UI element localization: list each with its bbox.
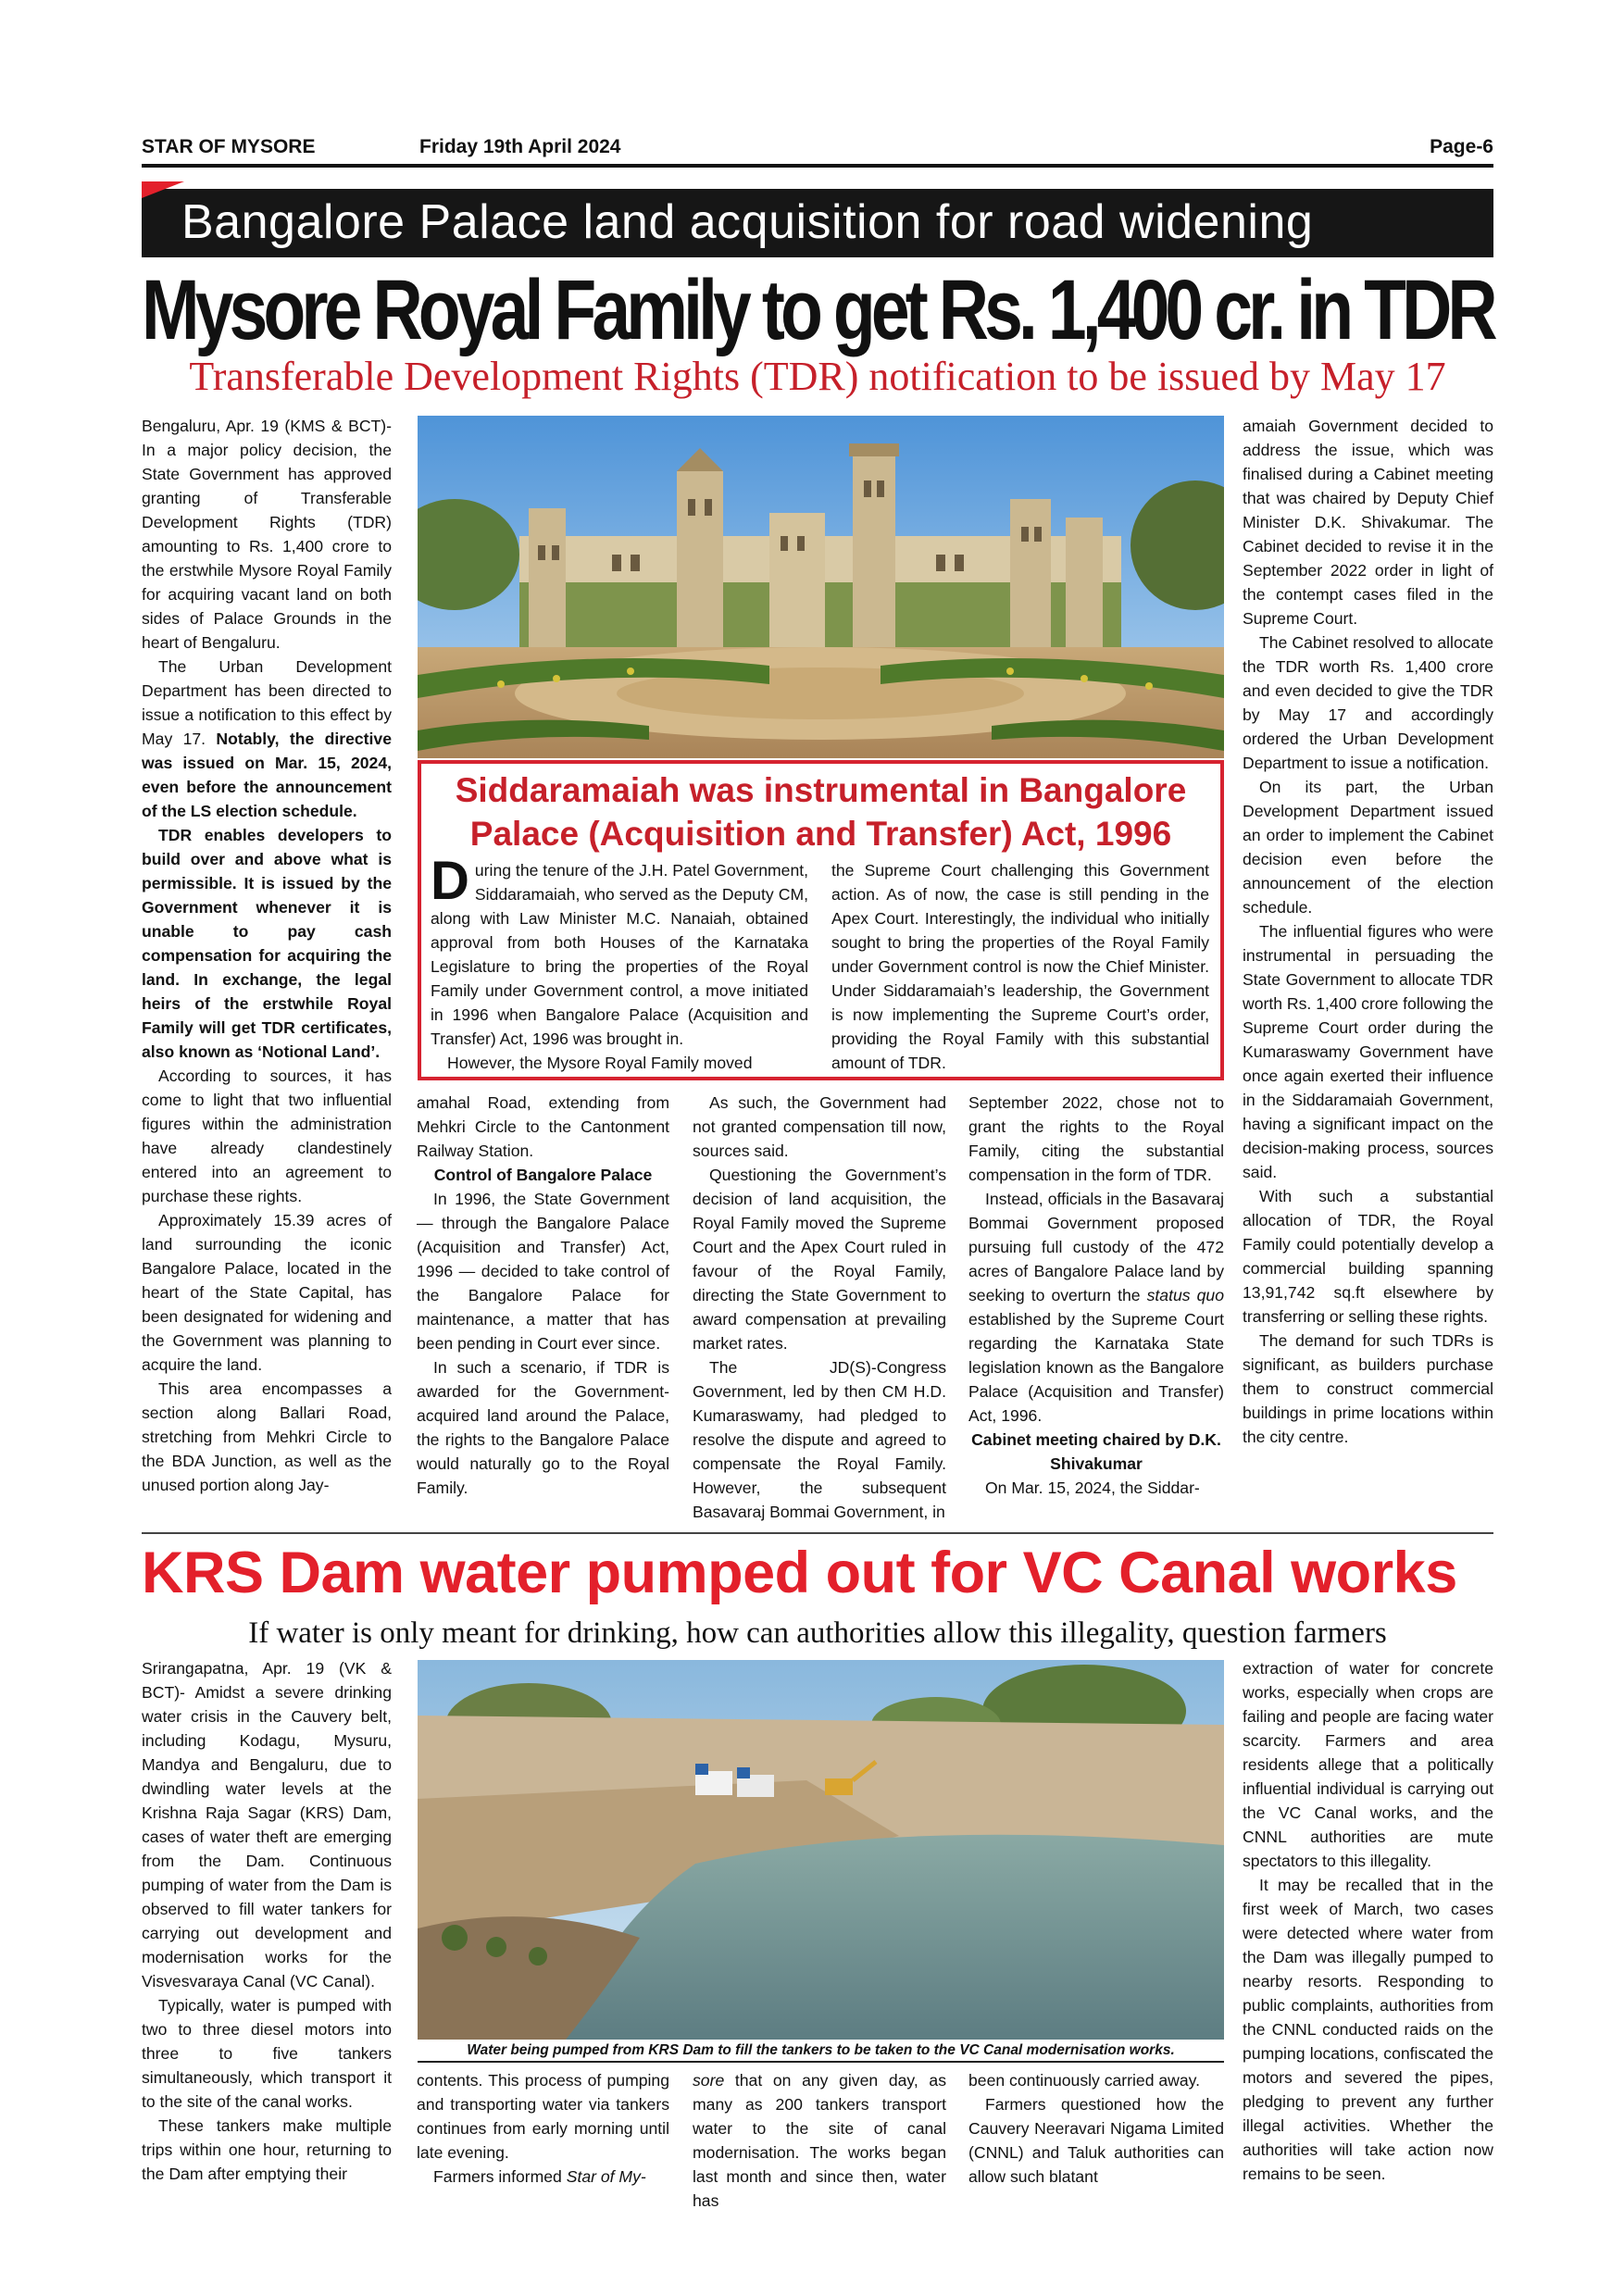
headline-main: Mysore Royal Family to get Rs. 1,400 cr. in TDR <box>142 263 1493 357</box>
paragraph: With such a substantial allocation of TDR, the Royal Family could potentially develop a commercial building spanning 13,91,742 sq.ft elsewhere by transferring or selling these rights. <box>1243 1187 1493 1326</box>
story2-column-5 <box>1243 1656 1493 2186</box>
paragraph: On its part, the Urban Development Department issued an order to implement the Cabinet decision even before the announcement of the election schedule. <box>1243 778 1493 917</box>
paragraph <box>417 2165 669 2189</box>
page-number: Page-6 <box>1430 136 1493 157</box>
section-subheading: Cabinet meeting chaired by D.K. Shivakumar <box>971 1430 1221 1473</box>
paragraph: Farmers questioned how the Cauvery Neeravari Nigama Limited (CNNL) and Taluk authorities can allow such blatant <box>968 2095 1224 2186</box>
subheadline-main: Transferable Development Rights (TDR) notification to be issued by May 17 <box>189 354 1446 399</box>
paragraph <box>142 655 392 823</box>
story1-column-4 <box>968 1091 1224 1500</box>
subheadline-krs-dam: If water is only meant for drinking, how can authorities allow this illegality, question farmers <box>248 1616 1387 1650</box>
text: Instead, officials in the Basavaraj Bommai Government proposed pursuing full custody of the 472 acres of Bangalore Palace land by seeking to overturn the <box>968 1190 1224 1304</box>
box-column-1 <box>431 851 808 1075</box>
paragraph: However, the Mysore Royal Family moved <box>447 1054 753 1072</box>
paragraph: Typically, water is pumped with two to three diesel motors into three to five tankers simultaneously, which transport it to the site of the canal works. <box>142 1996 392 2111</box>
bangalore-palace-photo <box>418 416 1224 758</box>
story1-column-3 <box>693 1091 946 1524</box>
paragraph: The demand for such TDRs is significant, as builders purchase them to construct commercial buildings in prime locations within the city centre. <box>1243 1331 1493 1446</box>
paragraph <box>142 823 392 1064</box>
paragraph: The Cabinet resolved to allocate the TDR worth Rs. 1,400 crore and even decided to give the TDR by May 17 and accordingly ordered the Urban Development Department to issue a notification. <box>1243 633 1493 772</box>
kicker-text: Bangalore Palace land acquisition for road widening <box>181 195 1314 249</box>
paragraph: amahal Road, extending from Mehkri Circle to the Cantonment Railway Station. <box>417 1093 669 1160</box>
paragraph: As such, the Government had not granted compensation till now, sources said. <box>693 1093 946 1160</box>
publication-name: STAR OF MYSORE <box>142 136 316 157</box>
text: established by the Supreme Court regarding the Karnataka State legislation known as the Bangalore Palace (Acquisition and Transfer) Act, 1996. <box>968 1310 1224 1425</box>
paragraph: Bengaluru, Apr. 19 (KMS & BCT)- In a major policy decision, the State Government has approved granting of Transferable Development Rights (TDR) amounting to Rs. 1,400 crore to the erstwhile Mysore Royal Family for acquiring vacant land on both sides of Palace Grounds in the heart of Bengaluru. <box>142 417 392 652</box>
dam-illustration <box>418 1660 1224 2040</box>
paragraph: This area encompasses a section along Ballari Road, stretching from Mehkri Circle to the BDA Junction, as well as the unused portion along Jay- <box>142 1379 392 1494</box>
box-column-2 <box>831 858 1209 1075</box>
box-title: Siddaramaiah was instrumental in Bangalore Palace (Acquisition and Transfer) Act, 1996 <box>455 771 1187 853</box>
story1-column-1 <box>142 414 392 1497</box>
krs-dam-photo <box>418 1660 1224 2040</box>
paragraph: amaiah Government decided to address the issue, which was finalised during a Cabinet meeting that was chaired by Deputy Chief Minister D.K. Shivakumar. The Cabinet decided to revise it in the September 2022 order in light of the contempt cases filed in the Supreme Court. <box>1243 417 1493 628</box>
paragraph: On Mar. 15, 2024, the Siddar- <box>985 1479 1200 1497</box>
paragraph <box>968 1187 1224 1428</box>
bold-text: Notably, the directive was issued on Mar. 15, 2024, even before the announcement of the LS election schedule. <box>142 730 392 820</box>
paragraph: It may be recalled that in the first week of March, two cases were detected where water from the Dam was illegally pumped to nearby resorts. Responding to public complaints, authorities from the CNNL conducted raids on the pumping locations, confiscated the motors and severed the pipes, pledging to prevent any further illegal activities. Whether the authorities will take action now remains to be seen. <box>1243 1876 1493 2183</box>
paragraph: The JD(S)-Congress Government, led by then CM H.D. Kumaraswamy, had pledged to resolve the dispute and agreed to compensate the Royal Family. However, the subsequent Basavaraj Bommai Government, in <box>693 1358 946 1521</box>
paragraph: extraction of water for concrete works, especially when crops are failing and people are facing water scarcity. Farmers and area residents allege that a politically influential individual is carrying out the VC Canal works, and the CNNL authorities are mute spectators to this illegality. <box>1243 1659 1493 1870</box>
paragraph: According to sources, it has come to light that two influential figures within the administration have already clandestinely entered into an agreement to purchase these rights. <box>142 1067 392 1205</box>
story1-column-2 <box>417 1091 669 1500</box>
paragraph: contents. This process of pumping and transporting water via tankers continues from early morning until late evening. <box>417 2071 669 2162</box>
story2-column-1 <box>142 1656 392 2186</box>
section-subheading: Control of Bangalore Palace <box>433 1166 653 1184</box>
red-triangle-icon <box>142 181 184 198</box>
paragraph: September 2022, chose not to grant the rights to the Royal Family, citing the substantial compensation in the form of TDR. <box>968 1093 1224 1184</box>
text: that on any given day, as many as 200 tankers transport water to the site of canal modernisation. The works began last month and since then, water has <box>693 2071 946 2210</box>
paragraph: In 1996, the State Government — through the Bangalore Palace (Acquisition and Transfer) Act, 1996 — decided to take control of the Bangalore Palace for maintenance, a matter that has been pending in Court ever since. <box>417 1190 669 1353</box>
palace-illustration <box>418 416 1224 758</box>
masthead <box>142 132 1493 164</box>
story2-column-2 <box>417 2068 669 2189</box>
italic-text: sore <box>693 2071 725 2090</box>
story2-column-3 <box>693 2068 946 2213</box>
bold-text: TDR enables developers to build over and above what is permissible. It is issued by the Government whenever it is unable to pay cash compensation for acquiring the land. In exchange, the legal heirs of the erstwhile Royal Family will get TDR certificates, also known as ‘Notional Land’. <box>142 826 392 1061</box>
paragraph: These tankers make multiple trips within one hour, returning to the Dam after emptying their <box>142 2116 392 2183</box>
drop-cap: D <box>431 851 469 911</box>
italic-text: Star of My- <box>566 2167 646 2186</box>
paragraph: been continuously carried away. <box>968 2071 1201 2090</box>
paragraph <box>693 2068 946 2213</box>
headline-krs-dam: KRS Dam water pumped out for VC Canal works <box>142 1541 1457 1605</box>
paragraph: In such a scenario, if TDR is awarded for the Government-acquired land around the Palace, the rights to the Bangalore Palace would naturally go to the Royal Family. <box>417 1358 669 1497</box>
story-divider <box>142 1532 1493 1534</box>
story2-column-4 <box>968 2068 1224 2189</box>
italic-text: status quo <box>1146 1286 1224 1304</box>
masthead-rule <box>142 164 1493 168</box>
paragraph: The influential figures who were instrumental in persuading the State Government to allocate TDR worth Rs. 1,400 crore following the Supreme Court order during the Kumaraswamy Government have once again exerted their influence in the Siddaramaiah Government, having a significant impact on the decision-making process, sources said. <box>1243 922 1493 1181</box>
paragraph: Questioning the Government’s decision of land acquisition, the Royal Family moved the Supreme Court and the Apex Court ruled in favour of the Royal Family, directing the State Government to award compensation at prevailing market rates. <box>693 1166 946 1353</box>
story1-column-5 <box>1243 414 1493 1449</box>
paragraph: Approximately 15.39 acres of land surrounding the iconic Bangalore Palace, located in the heart of the State Capital, has been designated for widening and the Government was planning to acquire the land. <box>142 1211 392 1374</box>
issue-date: Friday 19th April 2024 <box>419 136 621 157</box>
paragraph: Srirangapatna, Apr. 19 (VK & BCT)- Amidst a severe drinking water crisis in the Cauvery belt, including Kodagu, Mysuru, Mandya and Bengaluru, due to dwindling water levels at the Krishna Raja Sagar (KRS) Dam, cases of water theft are emerging from the Dam. Continuous pumping of water from the Dam is observed to fill water tankers for carrying out development and modernisation works for the Visvesvaraya Canal (VC Canal). <box>142 1659 392 1990</box>
paragraph: the Supreme Court challenging this Government action. As of now, the case is still pending in the Apex Court. Interestingly, the individual who initially sought to bring the properties of the Royal Family under Government control is now the Chief Minister. Under Siddaramaiah’s leadership, the Government is now implementing the Supreme Court’s order, providing the Royal Family with this substantial amount of TDR. <box>831 861 1209 1072</box>
paragraph: uring the tenure of the J.H. Patel Government, Siddaramaiah, who served as the Deputy CM, along with Law Minister M.C. Nanaiah, obtained approval from both Houses of the Karnataka Legislature to bring the properties of the Royal Family under Government control, a move initiated in 1996 when Bangalore Palace (Acquisition and Transfer) Act, 1996 was brought in. <box>431 861 808 1048</box>
photo-caption: Water being pumped from KRS Dam to fill the tankers to be taken to the VC Canal modernisation works. <box>418 2040 1224 2063</box>
text: Farmers informed <box>433 2167 567 2186</box>
text: The Urban Development Department has been directed to issue a notification to this effect by May 17. <box>142 657 392 748</box>
